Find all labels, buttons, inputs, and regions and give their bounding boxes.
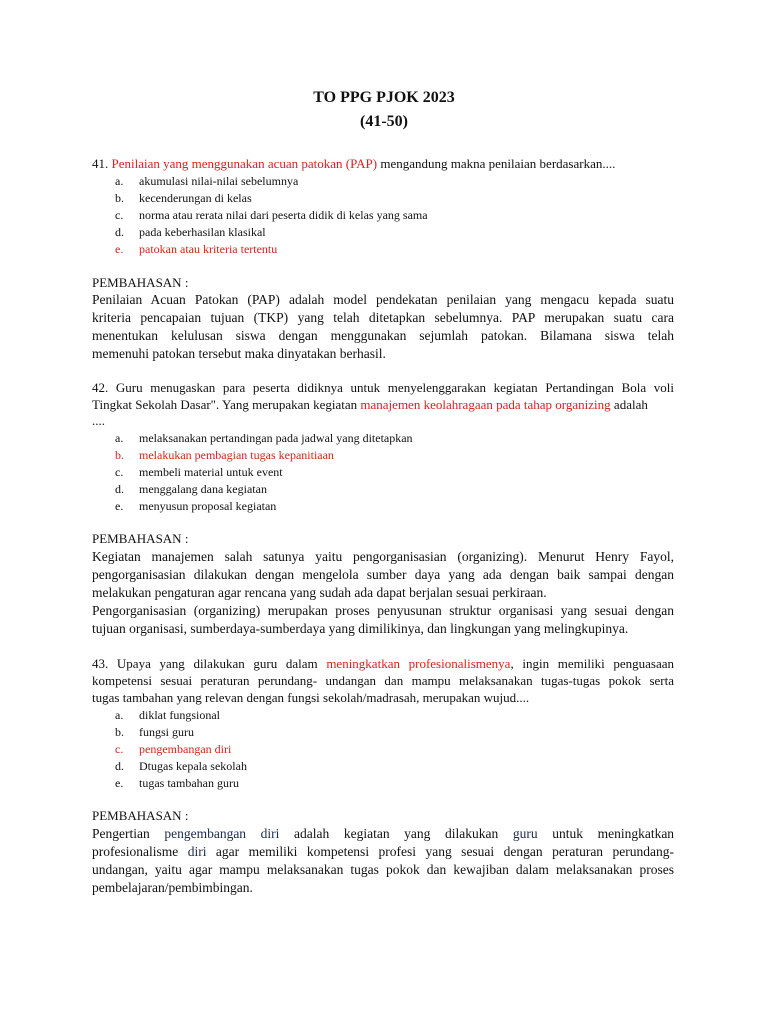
option-43a xyxy=(115,707,220,723)
question-text: mengandung makna penilaian berdasarkan.... xyxy=(380,156,616,171)
pembahasan-label-41: PEMBAHASAN : xyxy=(92,275,189,290)
question-43-line1 xyxy=(92,655,674,672)
option-42e xyxy=(115,498,276,514)
option-text: pengembangan diri xyxy=(139,742,232,756)
question-number: 41. xyxy=(92,156,109,171)
question-42-line3: .... xyxy=(92,413,105,428)
exp-text: untuk meningkatkan xyxy=(552,826,675,841)
exp-text: Pengertian xyxy=(92,826,150,841)
option-text: menyusun proposal kegiatan xyxy=(139,499,277,513)
exp-text: adalah kegiatan yang dilakukan xyxy=(294,826,499,841)
doc-title: TO PPG PJOK 2023 xyxy=(313,89,455,106)
option-letter: b. xyxy=(115,448,124,462)
option-text: Dtugas kepala sekolah xyxy=(139,759,247,773)
option-42b-answer xyxy=(115,447,334,463)
option-text: diklat fungsional xyxy=(139,708,220,722)
question-43-line2: kompetensi sesuai peraturan perundang- undangan dan mampu melaksanakan tugas-tugas pokok serta xyxy=(92,673,674,688)
explanation-43-line4: pembelajaran/pembimbingan. xyxy=(92,880,253,895)
question-text: 43. Upaya yang dilakukan guru dalam xyxy=(92,656,318,671)
explanation-42-line3: melakukan pengaturan agar rencana yang sudah ada dapat berjalan sesuai perkiraan. xyxy=(92,585,547,600)
question-text: adalah xyxy=(613,397,648,412)
question-43-line3: tugas tambahan yang relevan dengan fungsi sekolah/madrasah, merupakan wujud.... xyxy=(92,690,530,705)
explanation-43-line3: undangan, yaitu agar mampu melaksanakan tugas pokok dan kewajiban dalam melaksanakan proses xyxy=(92,862,674,877)
option-text: melakukan pembagian tugas kepanitiaan xyxy=(139,448,334,462)
option-43e xyxy=(115,775,239,791)
option-letter: a. xyxy=(115,174,124,188)
question-42-line2 xyxy=(92,396,674,413)
option-letter: e. xyxy=(115,776,124,790)
question-highlight: manajemen keolahragaan pada tahap organizing xyxy=(360,397,611,412)
question-highlight: Penilaian yang menggunakan acuan patokan (PAP) xyxy=(111,156,378,171)
option-letter: e. xyxy=(115,499,124,513)
question-highlight: meningkatkan profesionalismenya xyxy=(326,656,511,671)
option-text: kecenderungan di kelas xyxy=(139,191,252,205)
option-text: melaksanakan pertandingan pada jadwal yang ditetapkan xyxy=(139,431,413,445)
question-42-line1: 42. Guru menugaskan para peserta didiknya untuk menyelenggarakan kegiatan Pertandingan Bola voli xyxy=(92,380,674,395)
option-letter: a. xyxy=(115,431,124,445)
pembahasan-label-42: PEMBAHASAN : xyxy=(92,531,189,546)
option-41a xyxy=(115,173,298,189)
option-42c xyxy=(115,464,283,480)
question-text: , ingin memiliki penguasaan xyxy=(510,656,674,671)
option-letter: a. xyxy=(115,708,124,722)
explanation-42-line4: Pengorganisasian (organizing) merupakan proses penyusunan struktur organisasi yang sesuai dengan xyxy=(92,603,674,618)
exp-term: diri xyxy=(187,844,207,859)
explanation-41-line3: menentukan kelulusan siswa dengan menggunakan sejumlah patokan. Bilamana siswa telah xyxy=(92,328,674,343)
explanation-42-line2: pengorganisasian dilakukan dengan mengelola sumber daya yang ada dengan baik sampai dengan xyxy=(92,567,674,582)
option-letter: c. xyxy=(115,208,124,222)
option-41c xyxy=(115,207,428,223)
explanation-41-line4: memenuhi patokan tersebut maka dinyatakan berhasil. xyxy=(92,346,386,361)
option-text: pada keberhasilan klasikal xyxy=(139,225,266,239)
exp-text: agar memiliki kompetensi profesi yang sesuai dengan peraturan perundang- xyxy=(215,844,674,859)
pembahasan-label-43: PEMBAHASAN : xyxy=(92,808,189,823)
doc-subtitle: (41-50) xyxy=(360,113,408,130)
option-41d xyxy=(115,224,266,240)
question-text: Tingkat Sekolah Dasar". Yang merupakan kegiatan xyxy=(92,397,358,412)
option-text: akumulasi nilai-nilai sebelumnya xyxy=(139,174,299,188)
option-letter: b. xyxy=(115,725,124,739)
option-letter: c. xyxy=(115,465,124,479)
option-letter: d. xyxy=(115,759,124,773)
option-letter: d. xyxy=(115,225,124,239)
option-letter: b. xyxy=(115,191,124,205)
option-text: tugas tambahan guru xyxy=(139,776,239,790)
question-41 xyxy=(92,155,674,172)
option-text: menggalang dana kegiatan xyxy=(139,482,267,496)
explanation-42-line5: tujuan organisasi, sumberdaya-sumberdaya yang dimilikinya, dan lingkungan yang melingkupinya. xyxy=(92,621,629,636)
option-43d xyxy=(115,758,247,774)
option-41b xyxy=(115,190,252,206)
option-43c-answer xyxy=(115,741,231,757)
exp-term: guru xyxy=(512,826,538,841)
exp-term: pengembangan diri xyxy=(164,826,280,841)
option-42a xyxy=(115,430,413,446)
option-text: norma atau rerata nilai dari peserta didik di kelas yang sama xyxy=(139,208,428,222)
option-letter: c. xyxy=(115,742,124,756)
option-letter: d. xyxy=(115,482,124,496)
option-letter: e. xyxy=(115,242,124,256)
explanation-41-line1: Penilaian Acuan Patokan (PAP) adalah model pendekatan penilaian yang mengacu kepada suatu xyxy=(92,292,674,307)
option-42d xyxy=(115,481,267,497)
option-text: patokan atau kriteria tertentu xyxy=(139,242,278,256)
option-text: membeli material untuk event xyxy=(139,465,283,479)
option-text: fungsi guru xyxy=(139,725,194,739)
exp-text: profesionalisme xyxy=(92,844,179,859)
explanation-43-line1 xyxy=(92,825,674,842)
explanation-43-line2 xyxy=(92,843,674,860)
explanation-42-line1: Kegiatan manajemen salah satunya yaitu pengorganisasian (organizing). Menurut Henry Fayol, xyxy=(92,549,674,564)
option-41e-answer xyxy=(115,241,277,257)
option-43b xyxy=(115,724,194,740)
explanation-41-line2: kriteria pencapaian tujuan (TKP) yang telah ditetapkan sebelumnya. PAP merupakan suatu cara xyxy=(92,310,674,325)
